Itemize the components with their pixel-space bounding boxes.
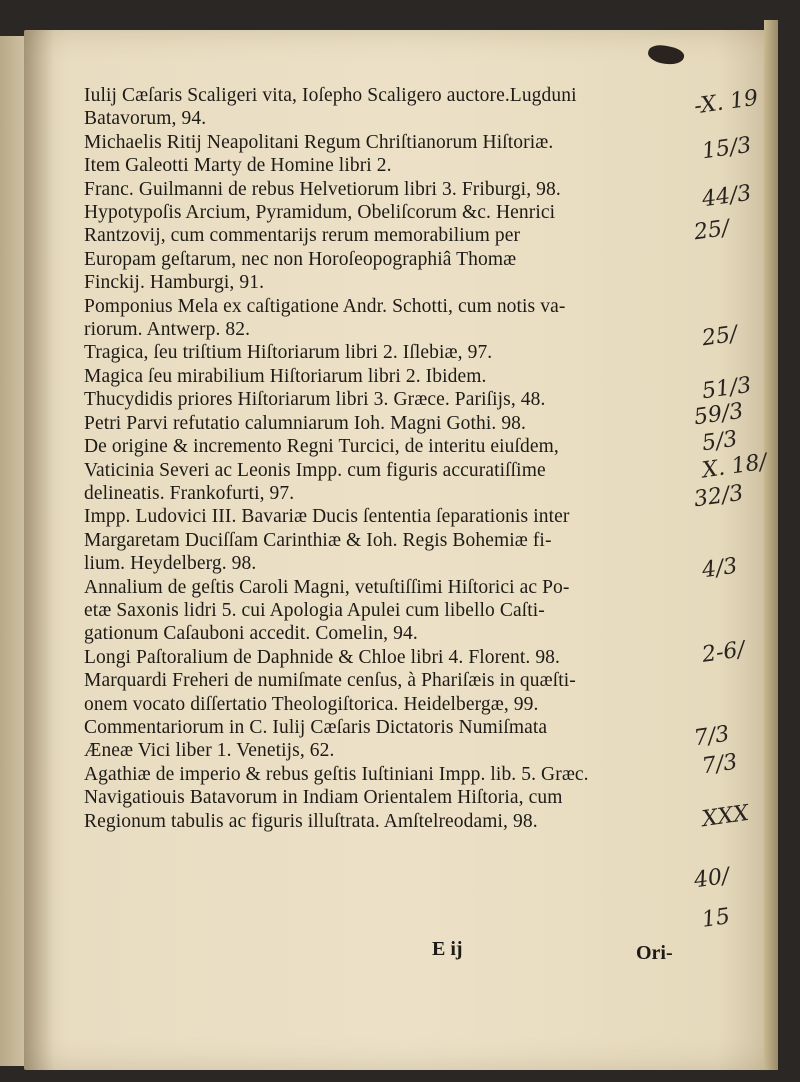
catalog-entry	[84, 84, 684, 131]
catalog-entry	[84, 763, 684, 786]
entry-title-line: De origine & incremento Regni Turcici, de interitu eiuſdem,	[84, 436, 559, 458]
entry-title-line: Hypotypoſis Arcium, Pyramidum, Obeliſcorum &c. Henrici	[84, 202, 556, 224]
entry-title-line: Petri Parvi refutatio calumniarum Ioh. Magni Gothi. 98.	[84, 412, 526, 434]
catalog-entry	[84, 669, 684, 716]
catchword: Ori-	[636, 942, 673, 964]
entry-title-line: Thucydidis priores Hiſtoriarum libri 3. Græce. Pariſijs, 48.	[84, 389, 546, 411]
catalog-entry	[84, 295, 684, 342]
handwritten-price-note: 5/3	[700, 426, 739, 457]
handwritten-price-note: X. 18/	[700, 449, 769, 484]
handwritten-price-note: 7/3	[700, 749, 739, 780]
entry-continuation-line: Rantzovij, cum commentarijs rerum memorabilium per	[84, 225, 521, 247]
entry-continuation-line: Item Galeotti Marty de Homine libri 2.	[84, 155, 392, 177]
handwritten-price-note: 25/	[700, 321, 739, 352]
entry-continuation-line: Finckij. Hamburgi, 91.	[84, 272, 265, 294]
handwritten-price-note: 15/3	[700, 132, 753, 165]
catalog-entry	[84, 786, 684, 833]
entry-title-line: Marquardi Freheri de numiſmate cenſus, à Phariſæis in quæſti-	[84, 670, 576, 692]
entry-title-line: Navigatiouis Batavorum in Indiam Orientalem Hiſtoria, cum	[84, 787, 563, 809]
entry-continuation-line: Vaticinia Severi ac Leonis Impp. cum figuris accuratiſſime	[84, 459, 546, 481]
catalog-entry	[84, 576, 684, 646]
margin-annotations	[690, 84, 769, 944]
entry-title-line: Iulij Cæſaris Scaligeri vita, Ioſepho Scaligero auctore.Lugduni	[84, 85, 577, 106]
handwritten-price-note: 2-6/	[700, 637, 747, 668]
handwritten-price-note: 44/3	[700, 180, 753, 213]
entry-title-line: Annalium de geſtis Caroli Magni, vetuſtiſſimi Hiſtorici ac Po-	[84, 576, 570, 598]
previous-leaf-edge	[0, 36, 26, 1066]
catalog-entry	[84, 201, 684, 295]
entry-continuation-line: delineatis. Frankofurti, 97.	[84, 482, 295, 504]
entry-continuation-line: Regionum tabulis ac figuris illuſtrata. Amſtelreodami, 98.	[84, 810, 538, 832]
entry-title-line: Franc. Guilmanni de rebus Helvetiorum libri 3. Friburgi, 98.	[84, 178, 561, 200]
catalog-entry	[84, 412, 684, 435]
handwritten-price-note: 4/3	[700, 553, 739, 584]
entry-continuation-line: Europam geſtarum, nec non Horoſeopographiâ Thomæ	[84, 248, 517, 270]
entry-continuation-line: Batavorum, 94.	[84, 108, 207, 130]
handwritten-price-note: 7/3	[692, 721, 731, 752]
handwritten-price-note: 32/3	[692, 480, 745, 513]
gutter-shadow	[24, 30, 54, 1070]
handwritten-price-note: 40/	[692, 863, 731, 894]
catalog-entry	[84, 646, 684, 669]
entry-title-line: Longi Paſtoralium de Daphnide & Chloe libri 4. Florent. 98.	[84, 646, 561, 668]
catalog-entries	[84, 84, 684, 833]
handwritten-price-note: -X. 19	[692, 85, 760, 120]
entry-title-line: Michaelis Ritij Neapolitani Regum Chriſtianorum Hiſtoriæ.	[84, 131, 554, 153]
entry-continuation-line: gationum Caſauboni accedit. Comelin, 94.	[84, 623, 418, 645]
entry-continuation-line: onem vocato diſſertatio Theologiſtorica. Heidelbergæ, 99.	[84, 693, 539, 715]
catalog-entry	[84, 131, 684, 178]
handwritten-price-note: 25/	[692, 215, 731, 246]
catalog-entry	[84, 365, 684, 388]
entry-title-line: Agathiæ de imperio & rebus geſtis Iuſtiniani Impp. lib. 5. Græc.	[84, 763, 589, 785]
catalog-entry	[84, 341, 684, 364]
catalog-entry	[84, 435, 684, 505]
entry-title-line: Magica ſeu mirabilium Hiſtoriarum libri 2. Ibidem.	[84, 365, 487, 387]
entry-title-line: Commentariorum in C. Iulij Cæſaris Dictatoris Numiſmata	[84, 716, 548, 738]
handwritten-price-note: 15	[700, 904, 732, 933]
entry-continuation-line: Æneæ Vici liber 1. Venetijs, 62.	[84, 740, 335, 762]
page-footer	[84, 938, 684, 964]
handwritten-price-note: 51/3	[700, 372, 753, 405]
catalog-entry	[84, 178, 684, 201]
entry-continuation-line: riorum. Antwerp. 82.	[84, 319, 251, 341]
entry-title-line: Impp. Ludovici III. Bavariæ Ducis ſententia ſeparationis inter	[84, 506, 570, 528]
catalog-entry	[84, 505, 684, 575]
entry-title-line: Pomponius Mela ex caſtigatione Andr. Schotti, cum notis va-	[84, 295, 566, 317]
entry-title-line: Tragica, ſeu triſtium Hiſtoriarum libri 2. Iſlebiæ, 97.	[84, 342, 493, 364]
signature-mark: E ij	[432, 938, 463, 960]
handwritten-price-note: 59/3	[692, 398, 745, 431]
page-edge	[764, 20, 778, 1070]
handwritten-price-note: XXX	[700, 800, 751, 833]
entry-continuation-line: etæ Saxonis lidri 5. cui Apologia Apulei cum libello Caſti-	[84, 599, 545, 621]
catalog-entry	[84, 388, 684, 411]
entry-continuation-line: lium. Heydelberg. 98.	[84, 553, 257, 575]
catalog-entry	[84, 716, 684, 763]
entry-continuation-line: Margaretam Duciſſam Carinthiæ & Ioh. Regis Bohemiæ fi-	[84, 529, 552, 551]
